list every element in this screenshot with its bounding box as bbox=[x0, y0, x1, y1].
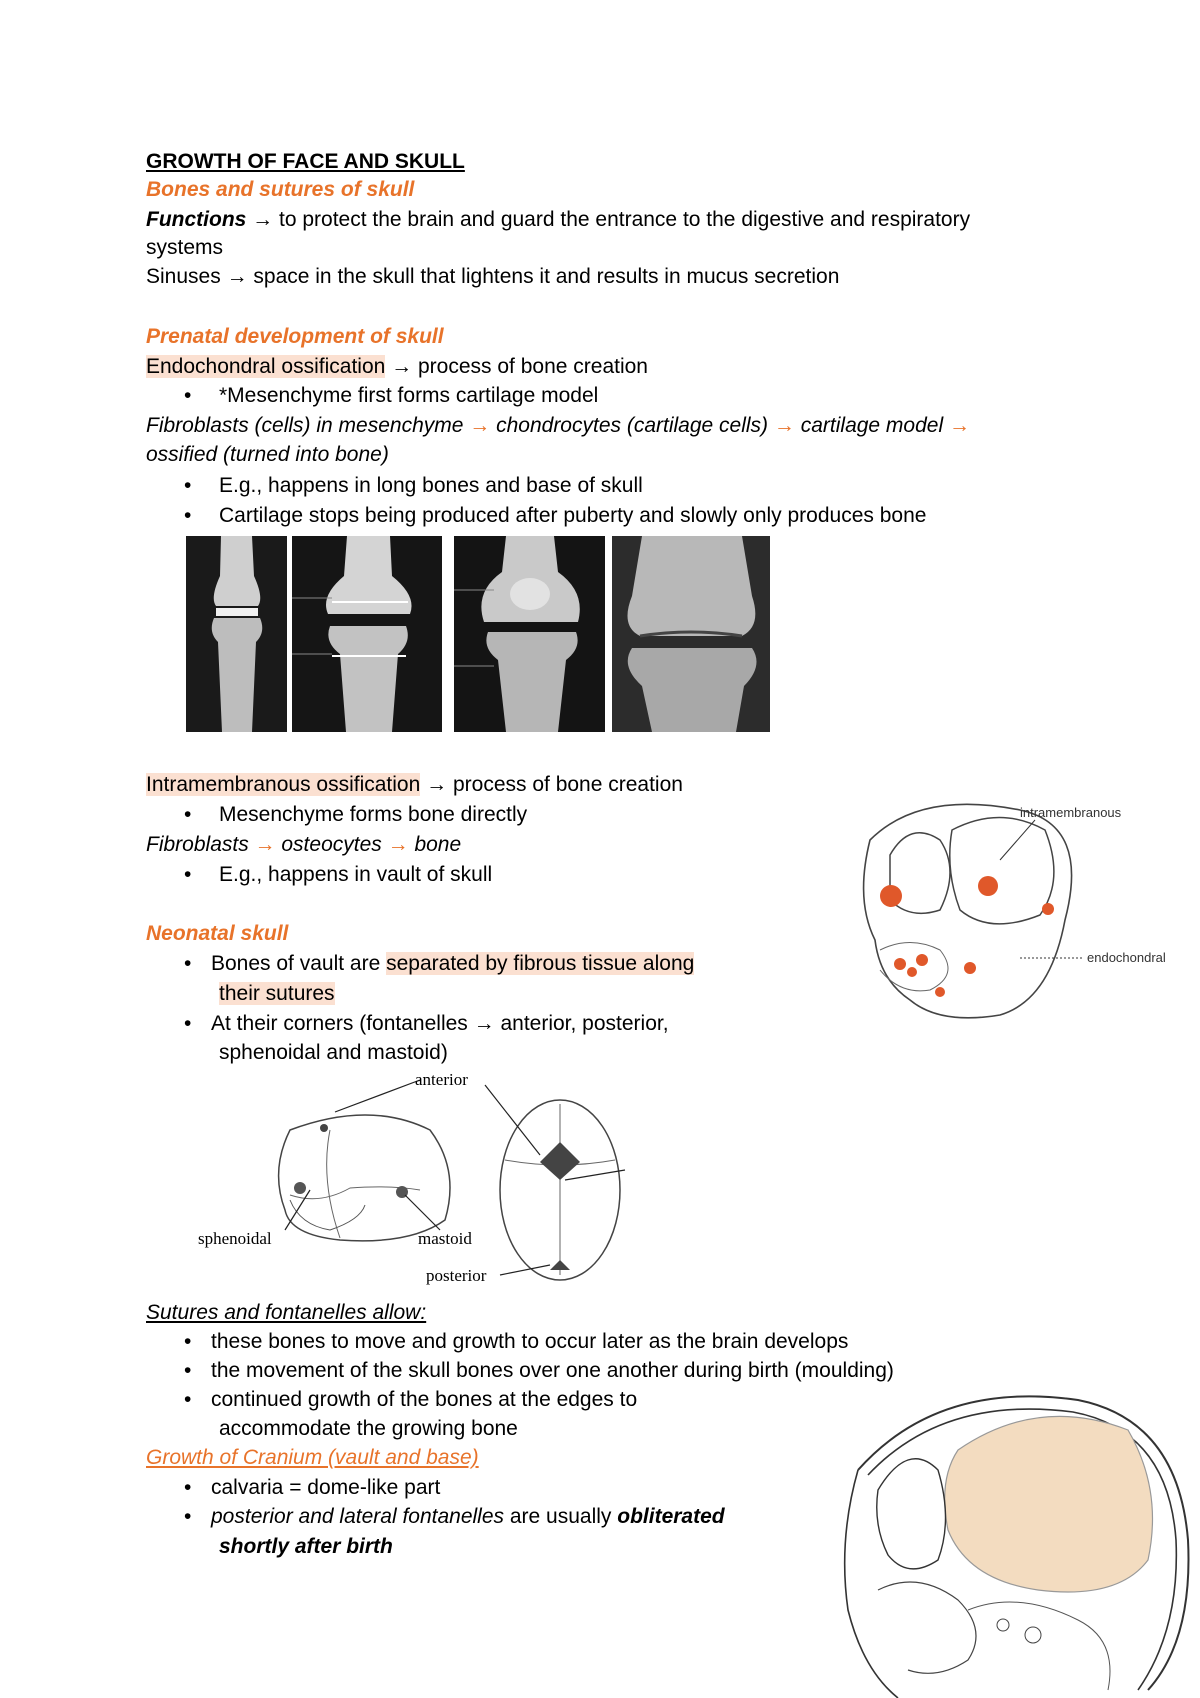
functions-label: Functions bbox=[146, 208, 247, 231]
label-mastoid: mastoid bbox=[418, 1229, 472, 1248]
arrow-icon: → bbox=[469, 414, 491, 437]
neonatal-heading: Neonatal skull bbox=[146, 922, 289, 945]
cranium-growth-diagram bbox=[818, 1390, 1198, 1698]
endo-text: process of bone creation bbox=[412, 355, 648, 378]
arrow-icon: → bbox=[391, 355, 413, 378]
arrow-icon: → bbox=[226, 265, 248, 288]
label-posterior: posterior bbox=[426, 1266, 487, 1285]
cran-b2-c: obliterated bbox=[617, 1505, 725, 1528]
arrow-icon: → bbox=[254, 833, 276, 856]
fibroblast-line-1 bbox=[146, 412, 970, 440]
neo-b2-b: anterior, posterior, bbox=[494, 1012, 669, 1035]
ossification-center-dot bbox=[935, 987, 945, 997]
endo-bullet-2: E.g., happens in long bones and base of skull bbox=[219, 474, 643, 497]
bullet-icon: • bbox=[184, 384, 192, 407]
neo-b2-a: At their corners (fontanelles bbox=[211, 1012, 474, 1035]
cran-bullet-2 bbox=[211, 1503, 725, 1531]
label-anterior: anterior bbox=[415, 1070, 468, 1089]
bullet-icon: • bbox=[184, 803, 192, 826]
ossification-center-dot bbox=[978, 876, 998, 896]
functions-line-2: systems bbox=[146, 236, 224, 259]
neo-bullet-1-cont bbox=[219, 980, 335, 1008]
ossification-center-dot bbox=[894, 958, 906, 970]
intra-bullet-2: E.g., happens in vault of skull bbox=[219, 863, 493, 886]
label-intramembranous: intramembranous bbox=[1020, 805, 1122, 820]
functions-line bbox=[146, 206, 970, 234]
bullet-icon: • bbox=[184, 952, 192, 975]
fib2-part-c: bone bbox=[408, 833, 462, 856]
ossification-center-dot bbox=[916, 954, 928, 966]
neo-bullet-2-cont: sphenoidal and mastoid) bbox=[219, 1041, 448, 1064]
endo-bullet-3: Cartilage stops being produced after puberty and slowly only produces bone bbox=[219, 504, 927, 527]
label-endochondral: endochondral bbox=[1087, 950, 1166, 965]
fib-part-c: cartilage model bbox=[794, 414, 949, 437]
arrow-icon: → bbox=[473, 1012, 495, 1035]
fib2-part-b: osteocytes bbox=[275, 833, 388, 856]
neo-b1-b: separated by fibrous tissue along bbox=[386, 952, 695, 975]
intra-bullet-1: Mesenchyme forms bone directly bbox=[219, 803, 528, 826]
bullet-icon: • bbox=[184, 1012, 192, 1035]
cran-b2-b: are usually bbox=[504, 1505, 618, 1528]
neo-bullet-2 bbox=[211, 1010, 669, 1038]
knee-xray-4 bbox=[612, 536, 770, 732]
intra-text: process of bone creation bbox=[447, 773, 683, 796]
neo-b1-c: their sutures bbox=[219, 982, 335, 1005]
ossification-center-dot bbox=[907, 967, 917, 977]
ossification-center-dot bbox=[880, 885, 902, 907]
prenatal-heading: Prenatal development of skull bbox=[146, 325, 444, 348]
neo-b1-a: Bones of vault are bbox=[211, 952, 387, 975]
arrow-icon: → bbox=[252, 208, 274, 231]
cran-bullet-1: calvaria = dome-like part bbox=[211, 1476, 441, 1499]
label-sphenoidal: sphenoidal bbox=[198, 1229, 272, 1248]
endo-label: Endochondral ossification bbox=[146, 355, 386, 378]
sinuses-line bbox=[146, 263, 839, 291]
brain-outline bbox=[945, 1416, 1153, 1592]
sinuses-label: Sinuses bbox=[146, 265, 221, 288]
knee-xray-3 bbox=[454, 536, 605, 732]
page-title: GROWTH OF FACE AND SKULL bbox=[146, 150, 465, 173]
ossification-center-dot bbox=[1042, 903, 1054, 915]
bullet-icon: • bbox=[184, 1388, 192, 1411]
functions-text: to protect the brain and guard the entrance to the digestive and respiratory bbox=[273, 208, 971, 231]
sut-bullet-2: the movement of the skull bones over one another during birth (moulding) bbox=[211, 1359, 894, 1382]
neo-bullet-1 bbox=[211, 950, 694, 978]
cran-b2-a: posterior and lateral fontanelles bbox=[211, 1505, 505, 1528]
sutures-heading: Sutures and fontanelles allow: bbox=[146, 1301, 427, 1324]
fibroblast-line-3 bbox=[146, 831, 461, 859]
intra-label: Intramembranous ossification bbox=[146, 773, 421, 796]
bullet-icon: • bbox=[184, 1505, 192, 1528]
arrow-icon: → bbox=[387, 833, 409, 856]
arrow-icon: → bbox=[426, 773, 448, 796]
knee-xray-1 bbox=[186, 536, 287, 732]
fib2-part-a: Fibroblasts bbox=[146, 833, 255, 856]
intra-line bbox=[146, 771, 683, 799]
arrow-icon: → bbox=[773, 414, 795, 437]
sut-bullet-3: continued growth of the bones at the edges to bbox=[211, 1388, 638, 1411]
fibroblast-line-2: ossified (turned into bone) bbox=[146, 443, 389, 466]
bullet-icon: • bbox=[184, 1476, 192, 1499]
bullet-icon: • bbox=[184, 504, 192, 527]
cranium-heading: Growth of Cranium (vault and base) bbox=[146, 1446, 479, 1469]
fib-part-a: Fibroblasts (cells) in mesenchyme bbox=[146, 414, 470, 437]
arrow-icon: → bbox=[948, 414, 970, 437]
knee-xray-2 bbox=[292, 536, 442, 732]
bullet-icon: • bbox=[184, 1359, 192, 1382]
bones-heading: Bones and sutures of skull bbox=[146, 178, 415, 201]
bullet-icon: • bbox=[184, 1330, 192, 1353]
neonatal-skull-figure bbox=[190, 1070, 650, 1290]
ossification-center-dot bbox=[964, 962, 976, 974]
sut-bullet-3-cont: accommodate the growing bone bbox=[219, 1417, 518, 1440]
fib-part-b: chondrocytes (cartilage cells) bbox=[490, 414, 774, 437]
endo-line bbox=[146, 353, 648, 381]
endo-bullet-1: *Mesenchyme first forms cartilage model bbox=[219, 384, 599, 407]
ossification-skull-diagram bbox=[850, 800, 1180, 1030]
bullet-icon: • bbox=[184, 863, 192, 886]
cran-bullet-2-cont: shortly after birth bbox=[219, 1535, 393, 1558]
bullet-icon: • bbox=[184, 474, 192, 497]
sinuses-text: space in the skull that lightens it and results in mucus secretion bbox=[247, 265, 840, 288]
sut-bullet-1: these bones to move and growth to occur later as the brain develops bbox=[211, 1330, 849, 1353]
